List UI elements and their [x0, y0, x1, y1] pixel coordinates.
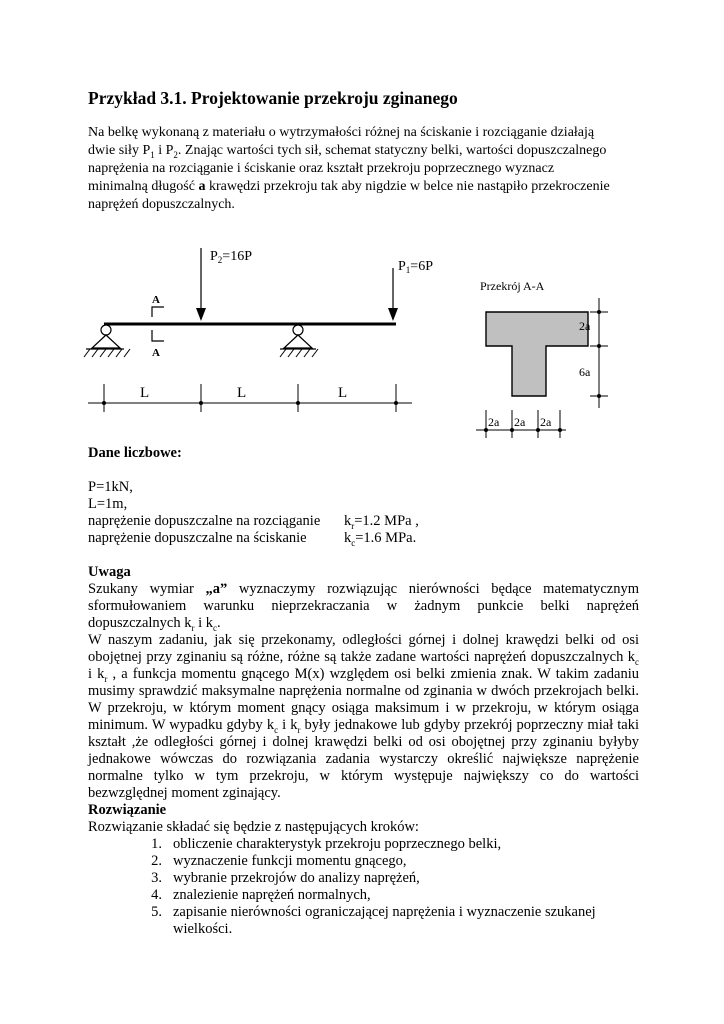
section-title: Przekrój A-A: [480, 279, 545, 293]
dane-l: L=1m,: [88, 496, 128, 512]
step-number: 4.: [151, 887, 162, 903]
intro-line-4: minimalną długość a krawędzi przekroju tak aby nigdzie w belce nie nastąpiło przekroczenie: [88, 179, 610, 194]
uwaga-line-13: bezwzględnej moment zginający.: [88, 785, 281, 801]
intro-line-3: naprężenia na rozciąganie i ściskanie oraz kształt przekroju poprzecznego wyznacz: [88, 161, 555, 176]
uwaga-line-2: sformułowaniem warunku nieprzekraczania w żadnym punkcie belki naprężeń: [88, 598, 639, 614]
step-text: obliczenie charakterystyk przekroju poprzecznego belki,: [173, 836, 502, 852]
t-section-shape: [486, 312, 588, 396]
uwaga-line-5: obojętnej przy zginaniu są różne, różne są także zadane wartości naprężeń dopuszczalnych $k_c$: [88, 649, 639, 667]
span-dimension-line: [88, 384, 412, 412]
rozw-heading: Rozwiązanie: [88, 802, 167, 818]
intro-line-1: Na belkę wykonaną z materiału o wytrzymałości różnej na ściskanie i rozciąganie działają: [88, 125, 595, 140]
force-p1-label: $P_1=6P$: [398, 259, 433, 275]
section-marker: [152, 294, 164, 359]
vertical-dimension: [590, 298, 608, 408]
uwaga-line-8: W przekroju, w którym moment gnący osiąga maksimum i w przekroju, w którym osiąga: [88, 700, 639, 716]
left-pin-support: [84, 325, 130, 357]
span-label-1: L: [140, 385, 150, 401]
dane-kr-value: $k_r=1.2$ MPa ,: [344, 513, 419, 531]
step-text: znalezienie naprężeń normalnych,: [173, 887, 371, 903]
uwaga-heading: Uwaga: [88, 564, 131, 580]
step-number: 2.: [151, 853, 162, 869]
dane-heading: Dane liczbowe:: [88, 445, 182, 461]
uwaga-line-3: dopuszczalnych $k_r$ i $k_c$.: [88, 615, 221, 633]
step-text: wyznaczenie funkcji momentu gnącego,: [173, 853, 407, 869]
dane-kr-label: naprężenie dopuszczalne na rozciąganie: [88, 513, 321, 529]
dane-p: P=1kN,: [88, 479, 133, 495]
force-p2-label: $P_2=16P$: [210, 249, 252, 265]
uwaga-line-1: Szukany wymiar „a” wyznaczymy rozwiązując nierówności będące matematycznym: [88, 581, 639, 597]
uwaga-line-6: i $k_r$ , a funkcja momentu gnącego M(x) względem osi belki zmienia znak. W takim zadaniu: [88, 666, 639, 684]
intro-line-5: naprężeń dopuszczalnych.: [88, 197, 235, 212]
step-number: 5.: [151, 904, 162, 920]
span-label-2: L: [237, 385, 247, 401]
uwaga-line-9: minimum. W wypadku gdyby $k_c$ i $k_r$ były jednakowe lub gdyby przekrój poprzeczny miał taki: [88, 717, 639, 735]
step-text: wybranie przekrojów do analizy naprężeń,: [173, 870, 420, 886]
dim-bottom-3: 2a: [540, 415, 552, 429]
dane-kc-label: naprężenie dopuszczalne na ściskanie: [88, 530, 307, 546]
dim-web-height: 6a: [579, 365, 591, 379]
dim-flange-height: 2a: [579, 319, 591, 333]
uwaga-line-12: normalne tylko w tym przekroju, w którym występuje największy co do wartości: [88, 768, 639, 784]
uwaga-line-4: W naszym zadaniu, jak się przekonamy, odległości górnej i dolnej krawędzi belki od osi: [88, 632, 639, 648]
step-number: 1.: [151, 836, 162, 852]
uwaga-line-10: kształt ,że odległości górnej i dolnej krawędzi belki od osi obojętnej przy zginaniu byłyby: [88, 734, 639, 750]
step-text-continuation: wielkości.: [173, 921, 233, 937]
section-label-top: A: [152, 294, 160, 306]
intro-line-2: dwie siły $P_1$ i $P_2$. Znając wartości tych sił, schemat statyczny belki, wartości dopuszczalnego: [88, 143, 607, 160]
section-label-bottom: A: [152, 347, 160, 359]
dane-kc-value: $k_c=1.6$ MPa.: [344, 530, 417, 548]
page-title: Przykład 3.1. Projektowanie przekroju zginanego: [88, 88, 458, 108]
rozw-intro: Rozwiązanie składać się będzie z następujących kroków:: [88, 819, 419, 835]
middle-pin-support: [280, 325, 318, 357]
span-label-3: L: [338, 385, 348, 401]
beam-figure: [0, 0, 724, 460]
force-p2-arrow: [196, 248, 206, 321]
step-text: zapisanie nierówności ograniczającej naprężenia i wyznaczenie szukanej: [173, 904, 596, 920]
dim-bottom-1: 2a: [488, 415, 500, 429]
uwaga-line-7: musimy sprawdzić maksymalne naprężenia normalne od zginania w dwóch przekrojach belki.: [88, 683, 639, 699]
step-number: 3.: [151, 870, 162, 886]
dim-bottom-2: 2a: [514, 415, 526, 429]
uwaga-line-11: jednakowe wówczas do rozwiązania zadania wystarczy określić największe naprężenie: [88, 751, 639, 767]
force-p1-arrow: [388, 268, 398, 321]
